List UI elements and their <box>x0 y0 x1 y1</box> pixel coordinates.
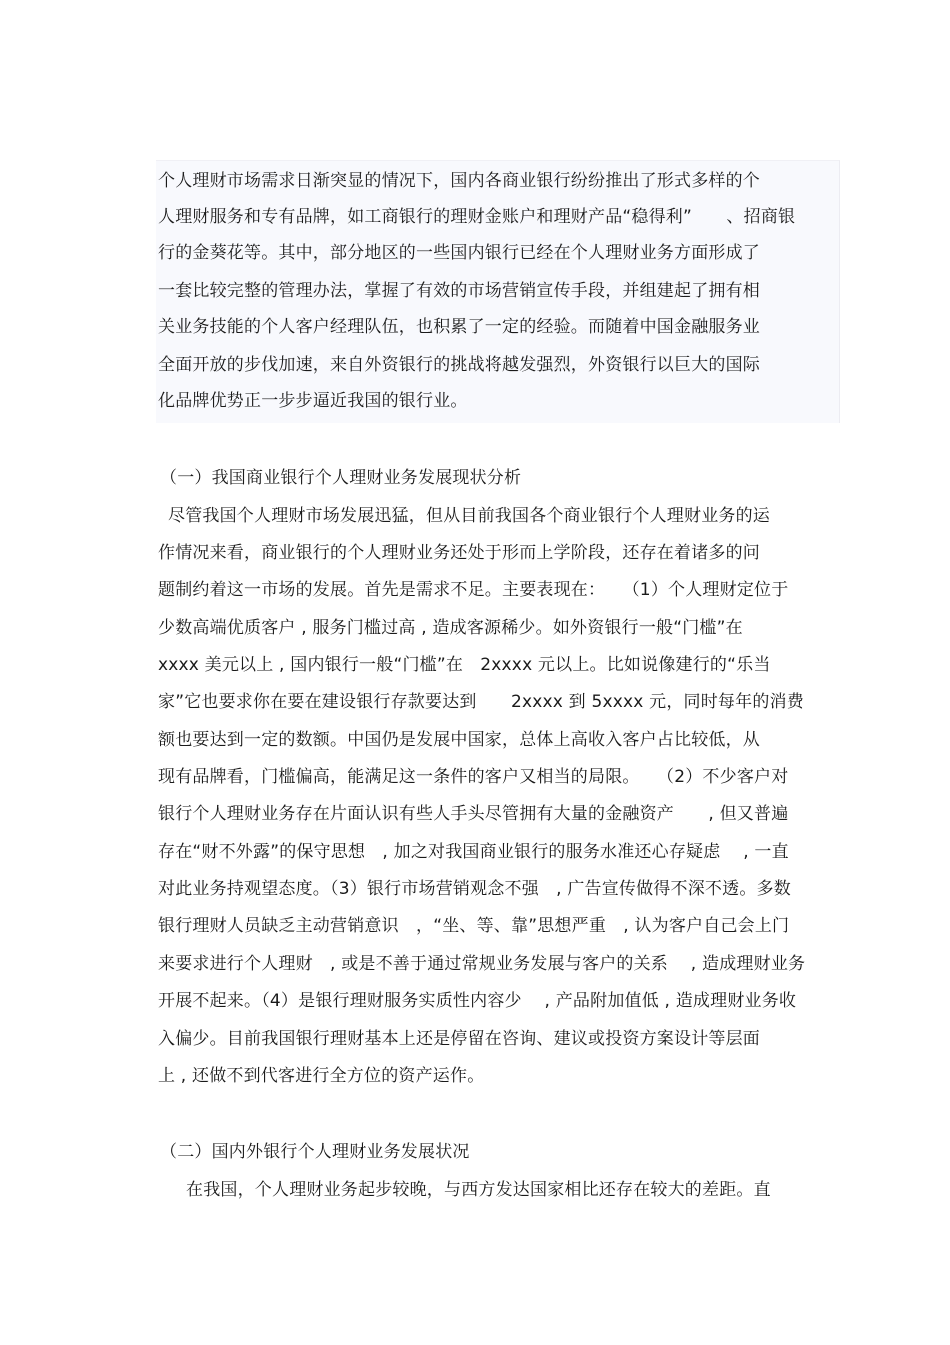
intro-line-7: 化品牌优势正一步步逼近我国的银行业。 <box>158 391 468 411</box>
section2-heading: （二）国内外银行个人理财业务发展状况 <box>160 1142 470 1162</box>
intro-line-2: 人理财服务和专有品牌，如工商银行的理财金账户和理财产品“稳得利” 、招商银 <box>158 207 796 227</box>
intro-line-1: 个人理财市场需求日渐突显的情况下，国内各商业银行纷纷推出了形式多样的个 <box>158 171 760 191</box>
intro-line-6: 全面开放的步伐加速，来自外资银行的挑战将越发强烈，外资银行以巨大的国际 <box>158 355 760 375</box>
intro-line-3: 行的金葵花等。其中，部分地区的一些国内银行已经在个人理财业务方面形成了 <box>158 243 760 263</box>
section1-line-10: 存在“财不外露”的保守思想 , 加之对我国商业银行的服务水准还心存疑虑 , 一直 <box>158 842 789 862</box>
section1-line-4: 少数高端优质客户 , 服务门槛过高 , 造成客源稀少。如外资银行一般“门槛”在 <box>158 618 743 638</box>
section1-line-5: xxxx 美元以上 , 国内银行一般“门槛”在 2xxxx 元以上。比如说像建行的“乐当 <box>158 655 771 675</box>
section1-line-7: 额也要达到一定的数额。中国仍是发展中国家，总体上高收入客户占比较低，从 <box>158 730 760 750</box>
section1-line-11: 对此业务持观望态度。（3）银行市场营销观念不强 , 广告宣传做得不深不透。多数 <box>158 879 791 899</box>
section1-line-8: 现有品牌看，门槛偏高，能满足这一条件的客户又相当的局限。 （2）不少客户对 <box>158 767 789 787</box>
section1-line-16: 上 , 还做不到代客进行全方位的资产运作。 <box>158 1066 485 1086</box>
section1-line-12: 银行理财人员缺乏主动营销意识 ，“坐、等、靠”思想严重 , 认为客户自己会上门 <box>158 916 790 936</box>
section1-line-1: 尽管我国个人理财市场发展迅猛，但从目前我国各个商业银行个人理财业务的运 <box>168 506 770 526</box>
section1-heading: （一）我国商业银行个人理财业务发展现状分析 <box>160 468 522 488</box>
section2-line-1: 在我国，个人理财业务起步较晚，与西方发达国家相比还存在较大的差距。直 <box>186 1180 771 1200</box>
section1-line-2: 作情况来看，商业银行的个人理财业务还处于形而上学阶段，还存在着诸多的问 <box>158 543 760 563</box>
section1-line-6: 家”它也要求你在要在建设银行存款要达到 2xxxx 到 5xxxx 元，同时每年的消费 <box>158 692 804 712</box>
section1-line-15: 入偏少。目前我国银行理财基本上还是停留在咨询、建议或投资方案设计等层面 <box>158 1029 760 1049</box>
section1-line-13: 来要求进行个人理财 , 或是不善于通过常规业务发展与客户的关系 , 造成理财业务 <box>158 954 806 974</box>
section1-line-9: 银行个人理财业务存在片面认识有些人手头尽管拥有大量的金融资产 , 但又普遍 <box>158 804 789 824</box>
intro-line-5: 关业务技能的个人客户经理队伍，也积累了一定的经验。而随着中国金融服务业 <box>158 317 760 337</box>
section1-line-14: 开展不起来。（4）是银行理财服务实质性内容少 , 产品附加值低 , 造成理财业务收 <box>158 991 797 1011</box>
section1-line-3: 题制约着这一市场的发展。首先是需求不足。主要表现在： （1）个人理财定位于 <box>158 580 789 600</box>
intro-line-4: 一套比较完整的管理办法，掌握了有效的市场营销宣传手段，并组建起了拥有相 <box>158 281 760 301</box>
